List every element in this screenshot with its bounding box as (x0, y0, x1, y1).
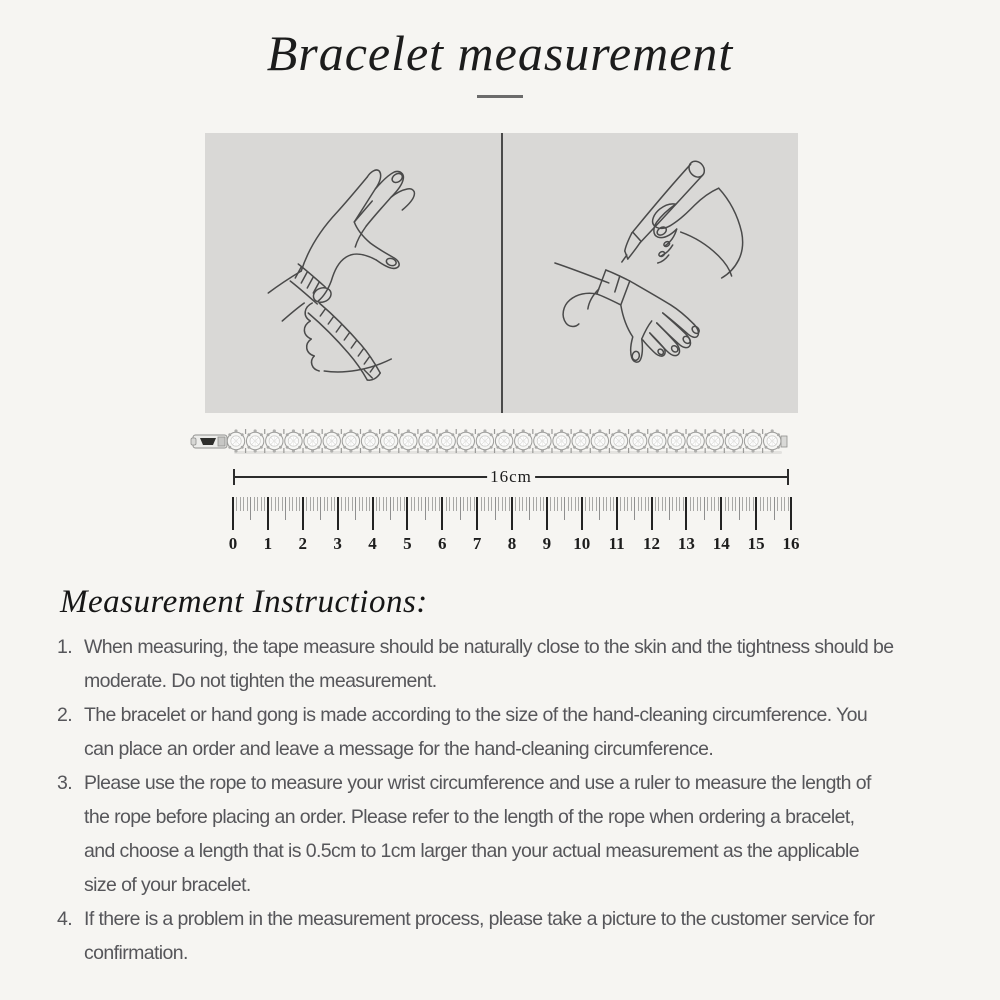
instruction-line: size of your bracelet. (84, 874, 251, 896)
ruler-tick (651, 497, 653, 530)
ruler-tick (760, 497, 761, 511)
ruler-tick (362, 497, 363, 511)
hand-tape-measure-illustration (205, 133, 501, 413)
illustration-panels (205, 133, 798, 413)
ruler-number: 12 (643, 534, 660, 553)
instruction-line: the rope before placing an order. Please refer to the length of the rope when ordering a bracelet, (84, 806, 855, 828)
ruler-tick (345, 497, 346, 511)
ruler-number: 8 (507, 534, 517, 553)
ruler-tick (317, 497, 318, 511)
ruler-tick (453, 497, 454, 511)
instruction-number: 3. (57, 772, 73, 794)
ruler-tick (261, 497, 262, 511)
ruler-number: 13 (677, 534, 695, 553)
ruler-tick (355, 497, 356, 520)
ruler-tick (386, 497, 387, 511)
ruler-tick (648, 497, 649, 511)
length-label: 16cm (487, 467, 535, 487)
ruler-tick (289, 497, 290, 511)
ruler-tick (707, 497, 708, 511)
ruler-number: 16 (782, 534, 800, 553)
ruler-tick (596, 497, 597, 511)
ruler-tick (341, 497, 342, 511)
ruler-tick (634, 497, 635, 520)
ruler-tick (404, 497, 405, 511)
ruler-tick (282, 497, 283, 511)
ruler-tick (540, 497, 541, 511)
ruler-tick (446, 497, 447, 511)
ruler-tick (383, 497, 384, 511)
instruction-line: Please use the rope to measure your wrist circumference and use a ruler to measure the length of (84, 772, 871, 794)
ruler-tick (735, 497, 736, 511)
panel-mark-pen (503, 133, 799, 413)
ruler-number: 14 (712, 534, 730, 553)
instruction-number: 4. (57, 908, 73, 930)
title-divider (477, 95, 523, 98)
ruler-number: 15 (747, 534, 765, 553)
instruction-number: 2. (57, 704, 73, 726)
instructions-list (57, 630, 967, 970)
ruler-tick (406, 497, 408, 530)
ruler-tick (526, 497, 527, 511)
ruler-tick (275, 497, 276, 511)
ruler-tick (243, 497, 244, 511)
instruction-text (84, 630, 893, 698)
ruler-tick (359, 497, 360, 511)
ruler-tick (481, 497, 482, 511)
instruction-number: 1. (57, 636, 73, 658)
ruler-tick (658, 497, 659, 511)
ruler-tick (655, 497, 656, 511)
ruler-tick (250, 497, 251, 520)
ruler-tick (749, 497, 750, 511)
ruler-tick (292, 497, 293, 511)
ruler-tick (603, 497, 604, 511)
tennis-bracelet-image (190, 421, 790, 461)
ruler-tick (592, 497, 593, 511)
ruler-tick (400, 497, 401, 511)
ruler-tick (720, 497, 722, 530)
ruler-tick (679, 497, 680, 511)
ruler-tick (522, 497, 523, 511)
instruction-item (57, 630, 967, 698)
ruler-number: 1 (263, 534, 273, 553)
ruler-tick (683, 497, 684, 511)
instruction-text (84, 698, 867, 766)
ruler-tick (257, 497, 258, 511)
instruction-line: If there is a problem in the measurement process, please take a picture to the customer service for (84, 908, 875, 930)
ruler-tick (788, 497, 789, 511)
ruler-tick (711, 497, 712, 511)
instruction-line: confirmation. (84, 942, 188, 964)
instruction-text (84, 902, 874, 970)
instructions-heading: Measurement Instructions: (60, 584, 428, 620)
ruler-tick (467, 497, 468, 511)
ruler-tick (511, 497, 513, 530)
ruler-tick (685, 497, 687, 530)
ruler-tick (690, 497, 691, 511)
ruler-tick (613, 497, 614, 511)
length-dimension (233, 469, 789, 485)
ruler-tick (421, 497, 422, 511)
ruler-tick (665, 497, 666, 511)
ruler-numbers (228, 534, 800, 556)
ruler-tick (620, 497, 621, 511)
ruler-tick (474, 497, 475, 511)
ruler-tick (435, 497, 436, 511)
ruler-tick (554, 497, 555, 511)
ruler-tick (484, 497, 485, 511)
ruler-tick (627, 497, 628, 511)
instruction-line: moderate. Do not tighten the measurement. (84, 670, 437, 692)
ruler-tick (728, 497, 729, 511)
ruler-tick (568, 497, 569, 511)
ruler-tick (390, 497, 391, 520)
hand-marking-pen-illustration (503, 133, 799, 413)
ruler-tick (278, 497, 279, 511)
ruler-tick (449, 497, 450, 511)
ruler-tick (669, 497, 670, 520)
ruler-tick (509, 497, 510, 511)
ruler-tick (732, 497, 733, 511)
ruler-tick (369, 497, 370, 511)
ruler-tick (414, 497, 415, 511)
instruction-line: can place an order and leave a message for the hand-cleaning circumference. (84, 738, 714, 760)
ruler-tick (379, 497, 380, 511)
ruler-tick (581, 497, 583, 530)
ruler-tick (327, 497, 328, 511)
instruction-item (57, 698, 967, 766)
ruler-tick (616, 497, 618, 530)
ruler-tick (488, 497, 489, 511)
ruler-tick (254, 497, 255, 511)
ruler-number: 4 (368, 534, 377, 553)
ruler-tick (376, 497, 377, 511)
ruler-tick (337, 497, 339, 530)
ruler-tick (645, 497, 646, 511)
ruler-tick (641, 497, 642, 511)
ruler-number: 5 (403, 534, 412, 553)
ruler-tick (578, 497, 579, 511)
dimension-cap-right (787, 469, 789, 485)
instruction-text (84, 766, 871, 902)
ruler-tick (515, 497, 516, 511)
ruler-tick (432, 497, 433, 511)
ruler-tick (676, 497, 677, 511)
ruler-tick (428, 497, 429, 511)
ruler-tick (456, 497, 457, 511)
ruler-tick (755, 497, 757, 530)
ruler-tick (693, 497, 694, 511)
ruler-tick (536, 497, 537, 511)
ruler-tick (313, 497, 314, 511)
ruler-tick (236, 497, 237, 511)
ruler-tick (599, 497, 600, 520)
ruler-tick (425, 497, 426, 520)
ruler-tick (781, 497, 782, 511)
ruler-tick (739, 497, 740, 520)
ruler-number: 7 (472, 534, 482, 553)
ruler-tick (575, 497, 576, 511)
ruler-tick (320, 497, 321, 520)
ruler-tick (610, 497, 611, 511)
ruler-tick (790, 497, 792, 530)
ruler-tick (533, 497, 534, 511)
ruler-tick (753, 497, 754, 511)
ruler-tick (564, 497, 565, 520)
ruler-number: 10 (573, 534, 591, 553)
ruler-tick (441, 497, 443, 530)
ruler-number: 0 (228, 534, 238, 553)
ruler-tick (714, 497, 715, 511)
ruler-tick (232, 497, 234, 530)
ruler-tick (302, 497, 304, 530)
ruler-tick (700, 497, 701, 511)
ruler-ticks (233, 497, 791, 531)
panel-tape-measure (205, 133, 501, 413)
ruler-tick (267, 497, 269, 530)
ruler-tick (411, 497, 412, 511)
ruler-tick (571, 497, 572, 511)
ruler-tick (546, 497, 548, 530)
ruler-tick (372, 497, 374, 530)
ruler-tick (763, 497, 764, 511)
instruction-line: and choose a length that is 0.5cm to 1cm larger than your actual measurement as the applicable (84, 840, 859, 862)
ruler-tick (397, 497, 398, 511)
dimension-cap-left (233, 469, 235, 485)
ruler-tick (770, 497, 771, 511)
ruler-tick (247, 497, 248, 511)
ruler-tick (742, 497, 743, 511)
ruler-tick (264, 497, 265, 511)
ruler-tick (285, 497, 286, 520)
ruler-tick (774, 497, 775, 520)
ruler-tick (439, 497, 440, 511)
ruler-tick (366, 497, 367, 511)
ruler-tick (460, 497, 461, 520)
ruler-tick (557, 497, 558, 511)
ruler-tick (352, 497, 353, 511)
ruler-tick (306, 497, 307, 511)
ruler-tick (498, 497, 499, 511)
ruler-tick (463, 497, 464, 511)
ruler-tick (296, 497, 297, 511)
ruler-tick (470, 497, 471, 511)
ruler-tick (505, 497, 506, 511)
ruler-tick (585, 497, 586, 511)
ruler-tick (348, 497, 349, 511)
ruler-tick (725, 497, 726, 511)
ruler-tick (240, 497, 241, 511)
ruler-tick (334, 497, 335, 511)
ruler-number: 3 (333, 534, 342, 553)
instruction-item (57, 902, 967, 970)
ruler-number: 11 (608, 534, 625, 553)
ruler-tick (784, 497, 785, 511)
ruler-tick (662, 497, 663, 511)
ruler-tick (271, 497, 272, 511)
ruler-tick (299, 497, 300, 511)
ruler-tick (561, 497, 562, 511)
ruler-tick (529, 497, 530, 520)
ruler-tick (418, 497, 419, 511)
ruler-tick (310, 497, 311, 511)
ruler-tick (543, 497, 544, 511)
instruction-item (57, 766, 967, 902)
ruler-tick (638, 497, 639, 511)
ruler-tick (324, 497, 325, 511)
ruler-tick (491, 497, 492, 511)
ruler-number: 2 (298, 534, 307, 553)
ruler-tick (777, 497, 778, 511)
ruler-tick (697, 497, 698, 511)
ruler-tick (624, 497, 625, 511)
ruler-tick (519, 497, 520, 511)
ruler-tick (606, 497, 607, 511)
instruction-line: The bracelet or hand gong is made according to the size of the hand-cleaning circumference. You (84, 704, 868, 726)
ruler-tick (767, 497, 768, 511)
ruler-number: 6 (438, 534, 447, 553)
ruler-tick (746, 497, 747, 511)
ruler-tick (495, 497, 496, 520)
ruler-tick (672, 497, 673, 511)
ruler-tick (631, 497, 632, 511)
ruler (228, 497, 800, 559)
ruler-tick (502, 497, 503, 511)
ruler-tick (718, 497, 719, 511)
page-title: Bracelet measurement (266, 25, 734, 81)
ruler-tick (550, 497, 551, 511)
instruction-line: When measuring, the tape measure should be naturally close to the skin and the tightness should be (84, 636, 894, 658)
ruler-number: 9 (542, 534, 552, 553)
ruler-tick (476, 497, 478, 530)
ruler-tick (393, 497, 394, 511)
ruler-tick (589, 497, 590, 511)
ruler-tick (704, 497, 705, 520)
ruler-tick (331, 497, 332, 511)
